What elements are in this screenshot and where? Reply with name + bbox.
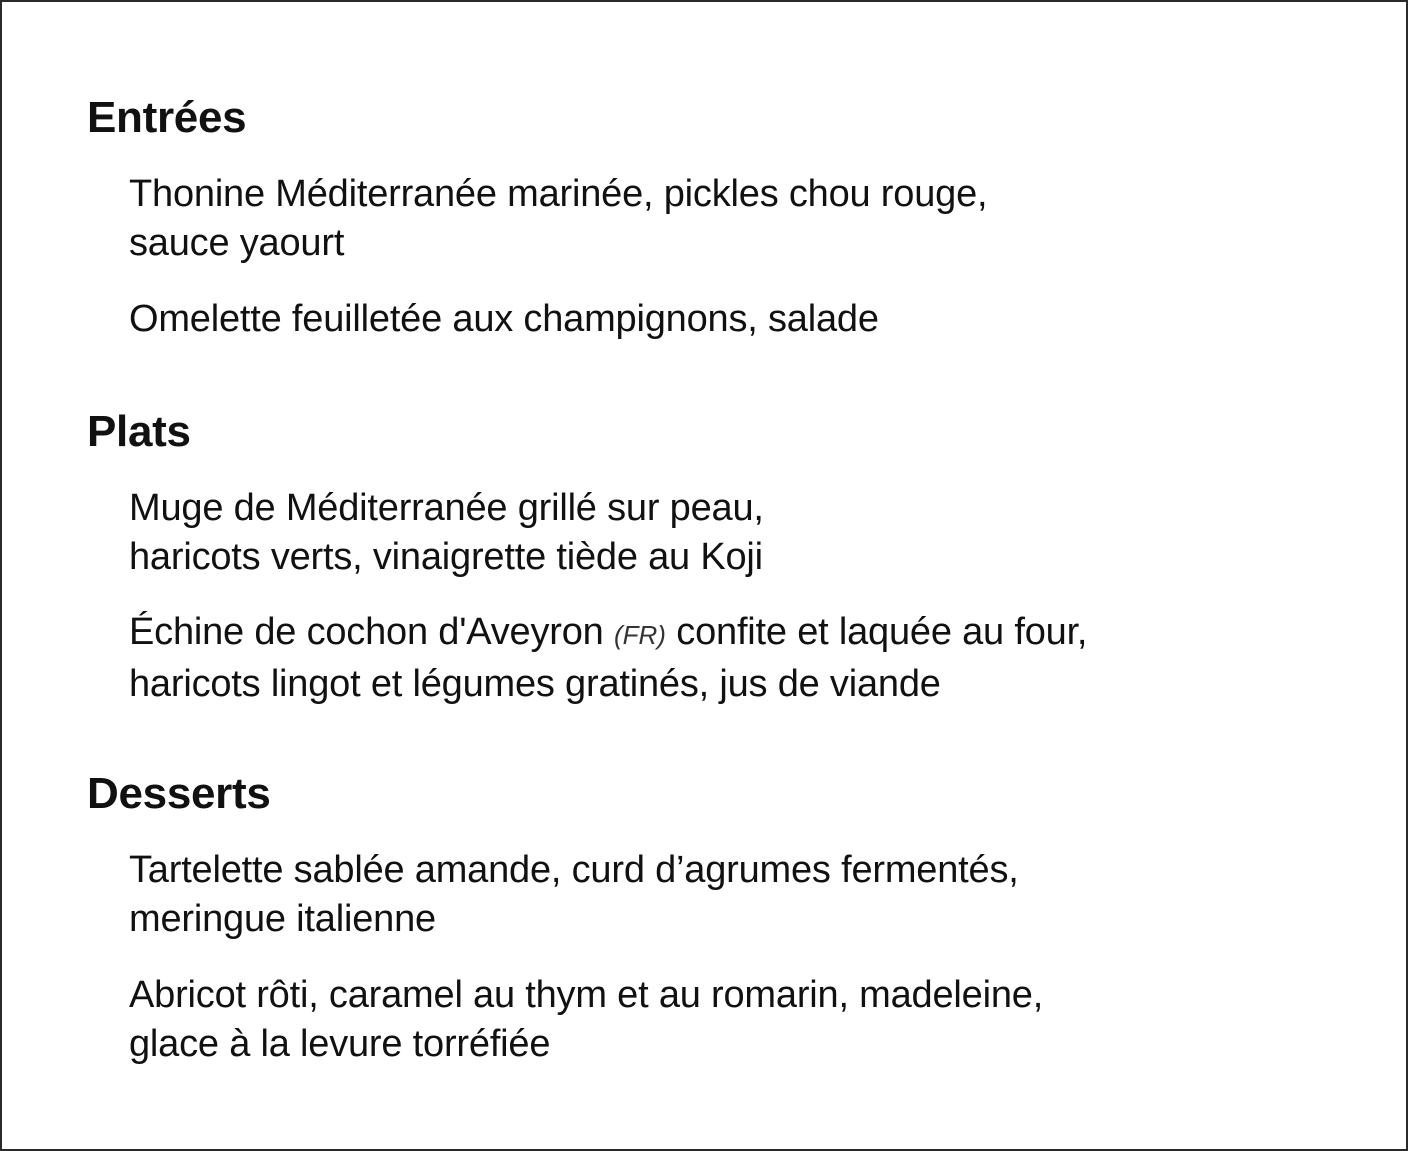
- dish-tartelette: [129, 846, 1019, 944]
- dish-line: glace à la levure torréfiée: [129, 1023, 551, 1065]
- dish-text: confite et laquée au four,: [665, 611, 1088, 653]
- dish-line: meringue italienne: [129, 898, 436, 940]
- dish-line: sauce yaourt: [129, 222, 345, 264]
- dish-line: haricots lingot et légumes gratinés, jus de viande: [129, 663, 941, 705]
- dish-line: Tartelette sablée amande, curd d’agrumes fermentés,: [129, 849, 1019, 891]
- dish-line: haricots verts, vinaigrette tiède au Koji: [129, 536, 763, 578]
- dish-muge: [129, 484, 764, 582]
- section-title-entrees: Entrées: [87, 93, 247, 142]
- dish-echine: [129, 608, 1087, 709]
- origin-label: (FR): [613, 620, 666, 650]
- dish-thonine: [129, 170, 987, 268]
- dish-abricot: [129, 971, 1043, 1069]
- dish-text: Échine de cochon d'Aveyron: [129, 611, 614, 653]
- dish-line: [129, 608, 1087, 660]
- dish-omelette: [129, 295, 879, 344]
- dish-line: Muge de Méditerranée grillé sur peau,: [129, 487, 764, 529]
- dish-line: Omelette feuilletée aux champignons, salade: [129, 298, 879, 340]
- section-title-plats: Plats: [87, 407, 191, 456]
- dish-line: Abricot rôti, caramel au thym et au romarin, madeleine,: [129, 974, 1044, 1016]
- dish-line: Thonine Méditerranée marinée, pickles chou rouge,: [129, 173, 988, 215]
- section-title-desserts: Desserts: [87, 769, 271, 818]
